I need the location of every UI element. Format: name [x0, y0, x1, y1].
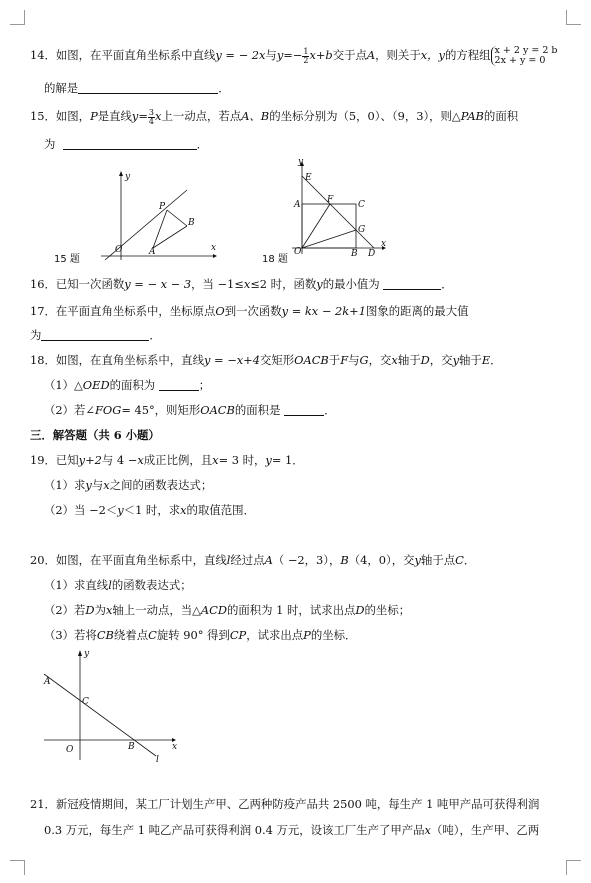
- question-21-line-2: 0.3 万元，每生产 1 吨乙产品可获得利润 0.4 万元，设该工厂生产了甲产品x（吨），生产甲、乙两: [44, 823, 540, 837]
- question-19: 19．已知y+2与 4 −x成正比例，且x= 3 时，y= 1．: [30, 453, 304, 467]
- line-label-l: l: [156, 755, 159, 765]
- figure-18-caption: 18 题: [262, 254, 288, 265]
- point-label-A: A: [294, 200, 301, 210]
- question-18-part-1: （1）△OED的面积为 ；: [44, 378, 211, 392]
- question-20: 20．如图，在平面直角坐标系中，直线l经过点A（ −2，3），B（4，0），交y轴于点C．: [30, 553, 476, 567]
- page-corner-mark: [10, 860, 25, 875]
- point-label-O: O: [294, 247, 302, 257]
- section-heading: 三．解答题（共 6 小题）: [30, 428, 160, 442]
- answer-blank[interactable]: [78, 81, 218, 94]
- question-18-part-2: （2）若∠FOG= 45°，则矩形OACB的面积是 ．: [44, 403, 336, 417]
- answer-blank[interactable]: [284, 403, 324, 416]
- equation-system: x + 2 y = 2 b 2x + y = 0: [491, 46, 558, 66]
- question-17-answer-line: 为 ．: [30, 328, 161, 342]
- axis-label-x: x: [381, 239, 387, 249]
- question-15: 15．如图，P是直线y= $\frac{3}{4}$ x上一动点，若点A、B的坐标分别为（5，0）、（9，3），则△PAB的面积: [30, 107, 519, 126]
- question-14-answer-line: 的解是 ．: [44, 81, 230, 95]
- point-label-C: C: [358, 200, 365, 210]
- axis-label-x: x: [211, 243, 217, 253]
- question-19-part-1: （1）求y与x之间的函数表达式；: [44, 478, 213, 492]
- figure-18: [288, 158, 388, 258]
- point-label-F: F: [327, 195, 334, 205]
- answer-blank[interactable]: [159, 378, 199, 391]
- question-20-part-2: （2）若D为x轴上一动点，当△ACD的面积为 1 时，试求出点D的坐标；: [44, 603, 411, 617]
- answer-blank[interactable]: [383, 277, 441, 290]
- figure-15-caption: 15 题: [54, 254, 80, 265]
- point-label-P: P: [159, 202, 166, 212]
- point-label-D: D: [368, 249, 376, 258]
- question-20-part-3: （3）若将CB绕着点C旋转 90° 得到CP，试求出点P的坐标．: [44, 628, 357, 642]
- fraction: $\frac{3}{4}$: [148, 107, 154, 126]
- point-label-B: B: [128, 742, 135, 752]
- question-21: 21．新冠疫情期间，某工厂计划生产甲、乙两种防疫产品共 2500 吨，每生产 1 吨甲产品可获得利润: [30, 797, 540, 811]
- point-label-A: A: [149, 247, 156, 257]
- figure-20: [38, 648, 188, 766]
- figure-15: [95, 170, 220, 262]
- point-label-E: E: [305, 173, 312, 183]
- point-label-A: A: [44, 677, 51, 687]
- page-corner-mark: [566, 860, 581, 875]
- axis-label-y: y: [125, 172, 131, 182]
- question-16: 16．已知一次函数y = − x − 3，当 −1≤x≤2 时，函数y的最小值为 ．: [30, 277, 453, 291]
- axis-label-x: x: [172, 742, 178, 752]
- point-label-B: B: [351, 249, 358, 258]
- page-corner-mark: [10, 10, 25, 25]
- page-corner-mark: [566, 10, 581, 25]
- question-15-answer-line: 为 ．: [44, 137, 209, 151]
- question-20-part-1: （1）求直线l的函数表达式；: [44, 578, 192, 592]
- answer-blank[interactable]: [63, 137, 197, 150]
- question-14: 14．如图，在平面直角坐标系中直线y = − 2x与y=− $\frac{1}{2}$ x+b交于点A，则关于x，y的方程组 x + 2 y = 2 b 2x + y = 0: [30, 45, 558, 66]
- question-17: 17．在平面直角坐标系中，坐标原点O到一次函数y = kx − 2k+1图象的距离的最大值: [30, 304, 469, 318]
- question-18: 18．如图，在直角坐标系中，直线y = −x+4交矩形OACB于F与G，交x轴于D，交y轴于E．: [30, 353, 502, 367]
- point-label-G: G: [358, 225, 366, 235]
- point-label-C: C: [82, 697, 89, 707]
- axis-label-y: y: [298, 158, 304, 167]
- point-label-O: O: [115, 245, 123, 255]
- question-19-part-2: （2）当 −2＜y＜1 时，求x的取值范围．: [44, 503, 255, 517]
- fraction: $\frac{1}{2}$: [303, 46, 309, 65]
- axis-label-y: y: [84, 649, 90, 659]
- answer-blank[interactable]: [41, 328, 149, 341]
- point-label-O: O: [66, 745, 74, 755]
- point-label-B: B: [188, 218, 195, 228]
